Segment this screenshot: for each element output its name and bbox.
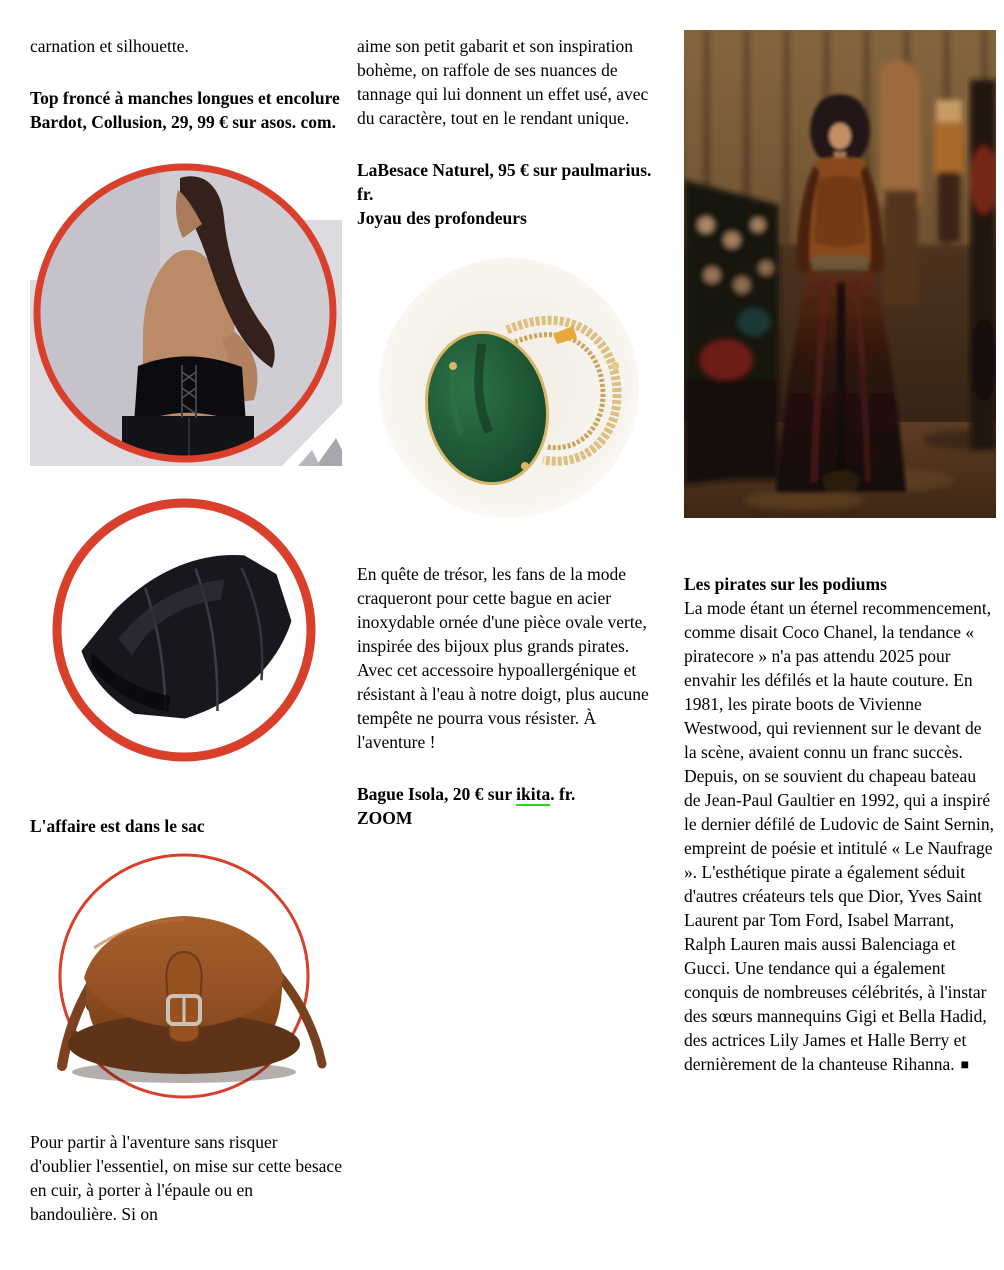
ring-caption-prefix: Bague Isola, 20 € sur (357, 784, 517, 804)
middle-column (357, 0, 667, 830)
bag-product-caption: LaBesace Naturel, 95 € sur paulmarius. fr. (357, 160, 652, 204)
left-column (30, 0, 342, 1226)
right-column (684, 0, 996, 1078)
top-product-caption: Top froncé à manches longues et encolure Bardot, Collusion, 29, 99 € sur asos. com. (30, 88, 340, 132)
leather-bag-photo (34, 848, 334, 1114)
ring-section-heading: Joyau des profondeurs (357, 208, 527, 228)
pirate-runway-photo (684, 30, 996, 518)
ring-product-caption (357, 782, 667, 806)
intro-fragment: carnation et silhouette. (30, 36, 189, 56)
ring-caption-suffix: . fr. (550, 784, 576, 804)
green-stone-ring-photo (357, 246, 667, 530)
ring-paragraph: En quête de trésor, les fans de la mode craqueront pour cette bague en acier inoxydable ornée d'une pièce ovale verte, inspirée des bijoux plus grands pirates. Avec cet accessoire hypoallergénique et résistant à l'eau à notre doigt, plus aucune tempête ne pourra vous résister. À l'aventure ! (357, 564, 649, 752)
zoom-label: ZOOM (357, 808, 413, 828)
end-of-article-mark: ■ (960, 1058, 970, 1073)
bag-paragraph-continued: aime son petit gabarit et son inspiration bohème, on raffole de ses nuances de tannage qui lui donnent un effet usé, avec du caractère, tout en le rendant unique. (357, 36, 649, 128)
corset-belt-photo (30, 482, 340, 782)
bag-section-heading: L'affaire est dans le sac (30, 816, 205, 836)
podium-article-text: La mode étant un éternel recommencement, comme disait Coco Chanel, la tendance « piratecore » n'a pas attendu 2025 pour envahir les défilés et la haute couture. En 1981, les pirate boots de Vivienne Westwood, qui reviennent sur le devant de la scène, avaient connu un franc succès. Depuis, on se souvient du chapeau bateau de Jean-Paul Gaultier en 1992, qui a inspiré le dernier défilé de Ludovic de Saint Sernin, empreint de poésie et intitulé « Le Naufrage ». L'esthétique pirate a également séduit d'autres créateurs tels que Dior, Yves Saint Laurent par Tom Ford, Isabel Marrant, Ralph Lauren mais aussi Balenciaga et Gucci. Une tendance qui a également conquis de nombreuses célébrités, à l'instar des sœurs mannequins Gigi et Bella Hadid, des actrices Lily James et Halle Berry et dernièrement de la chanteuse Rihanna. (684, 598, 995, 1074)
podium-heading: Les pirates sur les podiums (684, 574, 887, 594)
podium-article (684, 596, 996, 1078)
corset-back-photo (30, 160, 342, 466)
bag-paragraph: Pour partir à l'aventure sans risquer d'oublier l'essentiel, on mise sur cette besace en cuir, à porter à l'épaule ou en bandoulière. Si on (30, 1132, 342, 1224)
ikita-link[interactable]: ikita (516, 784, 551, 804)
